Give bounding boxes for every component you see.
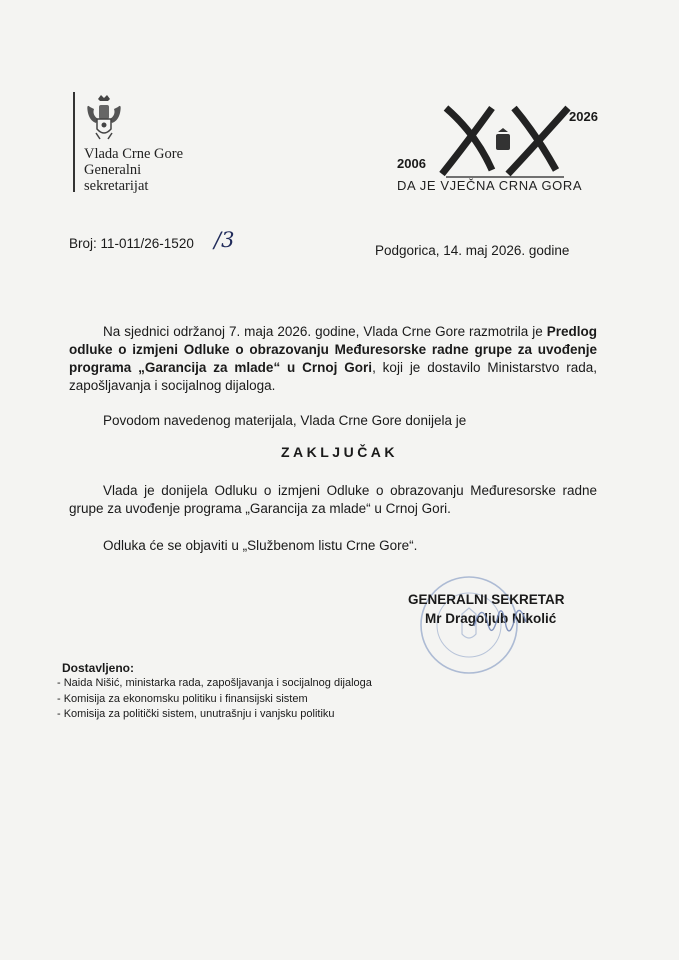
signatory-name: Mr Dragoljub Nikolić [425,611,557,626]
paragraph-conclusion [69,482,597,518]
paragraph-intro [69,323,597,395]
paragraph-text: , koji je dostavilo Ministarstvo rada, zapošljavanja i socijalnog dijaloga. [69,360,598,393]
jubilee-motto: DA JE VJEČNA CRNA GORA [397,178,583,193]
paragraph-decision-intro [69,412,597,430]
distribution-title: Dostavljeno: [62,661,135,675]
paragraph-text: Vlada je donijela Odluku o izmjeni Odluke o obrazovanju Međuresorske radne grupe za uvođenje programa „Garancija za mlade“ u Crnoj Gori. [69,483,597,516]
header-divider [73,92,75,192]
reference-number: Broj: 11-011/26-1520 [69,236,194,251]
crest-mini-icon [496,128,510,150]
distribution-item: - Komisija za ekonomsku politiku i finansijski sistem [57,692,308,705]
handwritten-signature [470,596,530,646]
handwritten-reference-suffix: /3 [214,228,235,252]
conclusion-title: ZAKLJUČAK [280,444,399,460]
distribution-item: - Komisija za politički sistem, unutrašnju i vanjsku politiku [57,708,335,720]
distribution-list [57,676,372,723]
signatory-role: GENERALNI SEKRETAR [408,592,565,607]
jubilee-year-end: 2026 [569,109,598,124]
institution-name [84,146,183,194]
place-and-date: Podgorica, 14. maj 2026. godine [375,243,570,258]
montenegro-coat-of-arms-icon [84,93,124,141]
paragraph-text: Na sjednici održanoj 7. maja 2026. godine, Vlada Crne Gore razmotrila je [103,324,547,339]
paragraph-bold-subject: Predlog odluke o izmjeni Odluke o obrazovanju Međuresorske radne grupe za uvođenje programa „Garancija za mlade“ u Crnoj Gori [69,324,597,375]
institution-line: Generalni [84,162,142,178]
distribution-item: - Naida Nišić, ministarka rada, zapošljavanja i socijalnog dijaloga [57,677,372,689]
paragraph-text: Odluka će se objaviti u „Službenom listu Crne Gore“. [103,538,418,553]
jubilee-year-start: 2006 [397,156,426,171]
institution-line: sekretarijat [84,178,149,194]
paragraph-publication [69,537,597,555]
paragraph-text: Povodom navedenog materijala, Vlada Crne Gore donijela je [103,413,467,428]
institution-line: Vlada Crne Gore [84,146,184,162]
